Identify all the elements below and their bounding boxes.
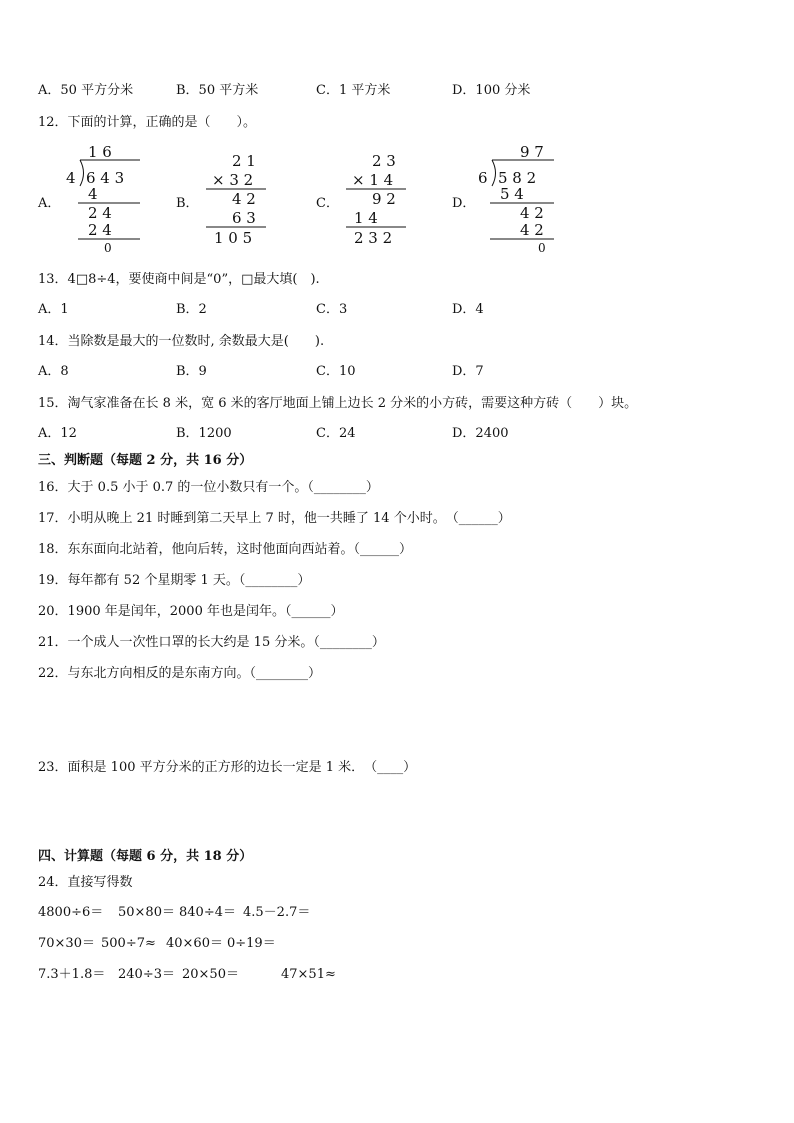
work-c-mult: × 1 4 [352,171,394,189]
q11-option-b: B．50 平方米 [176,83,259,98]
work-b-mult: × 3 2 [212,171,254,189]
q12-work-d [474,142,558,258]
q24-r2-c3: 40×60＝ [166,936,223,951]
q14-option-c: C．10 [316,364,356,379]
q13-option-d: D．4 [452,302,484,317]
q12-label-d: D． [452,196,476,211]
q21: 21．一个成人一次性口罩的长大约是 15 分米。（________） [38,635,385,650]
q11-option-a: A．50 平方分米 [38,83,134,98]
q12-work-c [340,150,410,250]
q16: 16．大于 0.5 小于 0.7 的一位小数只有一个。（________） [38,480,379,495]
work-b-row-1: 4 2 [232,190,256,208]
work-a-divisor: 4 [66,169,76,187]
q24-r1-c3: 840÷4＝ [179,905,236,920]
work-a-quotient: 1 6 [88,143,112,161]
work-b-row-2: 6 3 [232,209,256,227]
q24-r3-c2: 240÷3＝ [118,967,175,982]
q13-option-b: B．2 [176,302,207,317]
q24-r2-c2: 500÷7≈ [101,936,156,951]
q15-option-a: A．12 [38,426,77,441]
work-b-row-3: 1 0 5 [214,229,253,246]
q11-option-d: D．100 分米 [452,83,531,98]
q15-option-d: D．2400 [452,426,509,441]
work-a-dividend: 6 4 3 [86,169,125,187]
work-a-division-bracket [80,160,84,186]
work-b-top: 2 1 [232,152,256,170]
work-a-row-1: 4 [88,185,98,203]
q14-option-b: B．9 [176,364,207,379]
q24-stem: 24．直接写得数 [38,875,133,890]
q15-stem: 15．淘气家准备在长 8 米，宽 6 米的客厅地面上铺上边长 2 分米的小方砖，需要这种方砖（ ）块。 [38,396,638,411]
q12-stem: 12．下面的计算，正确的是（ ）。 [38,115,257,130]
work-d-quotient: 9 7 [520,143,544,161]
q14-option-a: A．8 [38,364,69,379]
q24-r3-c3: 20×50＝ [182,967,239,982]
q11-option-c: C．1 平方米 [316,83,391,98]
q12-label-b: B． [176,196,199,211]
section-3-heading: 三、判断题（每题 2 分，共 16 分） [38,453,253,468]
work-c-row-1: 9 2 [372,190,396,208]
q24-r3-c1: 7.3＋1.8＝ [38,967,106,982]
work-d-row-3: 4 2 [520,221,544,239]
q24-r1-c2: 50×80＝ [118,905,175,920]
work-d-division-bracket [492,160,496,186]
q12-work-a [62,142,144,258]
q14-option-d: D．7 [452,364,484,379]
q14-stem: 14．当除数是最大的一位数时, 余数最大是( ). [38,334,325,349]
q22: 22．与东北方向相反的是东南方向。（________） [38,666,322,681]
q24-r1-c1: 4800÷6＝ [38,905,104,920]
q13-option-c: C．3 [316,302,348,317]
section-4-heading: 四、计算题（每题 6 分，共 18 分） [38,849,253,864]
q17: 17．小明从晚上 21 时睡到第二天早上 7 时，他一共睡了 14 个小时。 （______） [38,511,511,526]
work-d-row-2: 4 2 [520,204,544,222]
work-c-row-3: 2 3 2 [354,229,393,246]
work-d-divisor: 6 [478,169,488,187]
q18: 18．东东面向北站着，他向后转，这时他面向西站着。（______） [38,542,413,557]
q24-r2-c4: 0÷19＝ [227,936,276,951]
work-d-row-4: 0 [538,241,546,254]
q19: 19．每年都有 52 个星期零 1 天。（________） [38,573,311,588]
work-d-row-1: 5 4 [500,185,524,203]
q23: 23．面积是 100 平方分米的正方形的边长一定是 1 米． （____） [38,760,417,775]
q20: 20．1900 年是闰年，2000 年也是闰年。（______） [38,604,344,619]
work-c-row-2: 1 4 [354,209,378,227]
q13-option-a: A．1 [38,302,69,317]
work-a-row-3: 2 4 [88,221,112,239]
q24-r3-c4: 47×51≈ [281,967,336,982]
work-a-row-2: 2 4 [88,204,112,222]
q13-stem: 13．4□8÷4，要使商中间是“0”，□最大填( ). [38,272,320,287]
q15-option-b: B．1200 [176,426,232,441]
q24-r2-c1: 70×30＝ [38,936,95,951]
q15-option-c: C．24 [316,426,356,441]
q24-r1-c4: 4.5－2.7＝ [243,905,311,920]
work-a-row-4: 0 [104,241,112,254]
q12-label-a: A． [38,196,61,211]
q12-work-b [200,150,270,250]
work-c-top: 2 3 [372,152,396,170]
q12-label-c: C． [316,196,339,211]
work-d-dividend: 5 8 2 [498,169,537,187]
